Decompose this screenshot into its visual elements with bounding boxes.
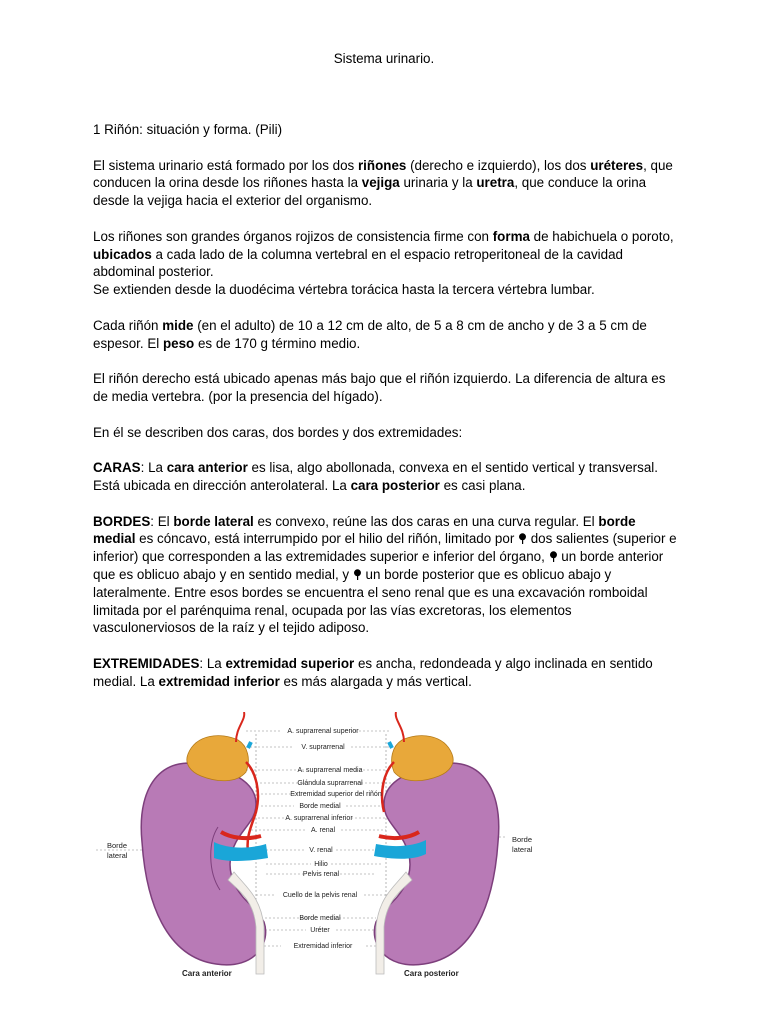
paragraph-shape: Los riñones son grandes órganos rojizos de consistencia firme con forma de habichuela o poroto, ubicados a cada lado de la columna vertebral en el espacio retroperitoneal de la cavidad abdominal posterior. Se extienden desde la duodécima vértebra torácica hasta la tercera vértebra lumbar. bbox=[93, 228, 674, 298]
label-a-suprarrenal-inferior: A. suprarrenal inferior bbox=[285, 815, 353, 822]
caption-cara-posterior: Cara posterior bbox=[404, 969, 459, 978]
left-adrenal-gland bbox=[187, 736, 249, 781]
label-glandula-suprarrenal: Glándula suprarrenal bbox=[297, 780, 363, 787]
left-kidney bbox=[141, 712, 268, 974]
right-adrenal-gland bbox=[392, 736, 454, 781]
label-a-suprarrenal-superior: A. suprarrenal superior bbox=[287, 728, 359, 735]
pin-bullet-icon bbox=[549, 551, 558, 562]
label-a-renal: A. renal bbox=[310, 827, 336, 834]
pin-bullet-icon bbox=[518, 533, 527, 544]
label-ureter: Uréter bbox=[310, 927, 330, 934]
label-extremidad-inferior: Extremidad inferior bbox=[293, 943, 353, 950]
label-cuello-pelvis-renal: Cuello de la pelvis renal bbox=[282, 892, 358, 899]
right-kidney bbox=[374, 712, 499, 974]
kidney-anatomy-figure bbox=[96, 712, 544, 982]
document-body bbox=[93, 121, 678, 708]
label-borde-medial-superior: Borde medial bbox=[299, 803, 341, 810]
label-hilio: Hilio bbox=[314, 861, 328, 868]
left-borde-lateral-label-line2: lateral bbox=[107, 851, 128, 860]
section-heading: 1 Riñón: situación y forma. (Pili) bbox=[93, 122, 283, 137]
left-borde-lateral-label-line1: Borde bbox=[107, 841, 128, 850]
paragraph-caras: CARAS: La cara anterior es lisa, algo abollonada, convexa en el sentido vertical y transversal. Está ubicada en dirección anterolateral. La cara posterior es casi plana. bbox=[93, 460, 658, 493]
label-extremidad-superior: Extremidad superior del riñón bbox=[290, 791, 382, 798]
label-pelvis-renal: Pelvis renal bbox=[302, 871, 340, 878]
paragraph-bordes: BORDES: El borde lateral es convexo, reúne las dos caras en una curva regular. El borde medial es cóncavo, está interrumpido por el hilio del riñón, limitado por dos salientes (superior e inferior) que corresponden a las extremidades superior e inferior del órgano, un borde anterior que es oblicuo abajo y en sentido medial, y un borde posterior que es oblicuo abajo y lateralmente. Entre esos bordes se encuentra el seno renal que es una excavación romboidal limitada por el parénquima renal, ocupada por las vías excretoras, los elementos vasculonerviosos de la raíz y el tejido adiposo. bbox=[93, 513, 677, 636]
label-a-suprarrenal-media: A. suprarrenal media bbox=[297, 767, 363, 774]
right-borde-lateral-label-line2: lateral bbox=[512, 845, 533, 854]
label-v-suprarrenal: V. suprarrenal bbox=[301, 744, 345, 751]
pin-bullet-icon bbox=[353, 569, 362, 580]
label-v-renal: V. renal bbox=[309, 847, 333, 854]
right-borde-lateral-label-line1: Borde bbox=[512, 835, 533, 844]
label-borde-medial-inferior: Borde medial bbox=[299, 915, 341, 922]
document-title: Sistema urinario. bbox=[333, 51, 435, 66]
caption-cara-anterior: Cara anterior bbox=[182, 969, 232, 978]
paragraph-intro: El sistema urinario está formado por los dos riñones (derecho e izquierdo), los dos uréteres, que conducen la orina desde los riñones hasta la vejiga urinaria y la uretra, que conduce la orina desde la vejiga hacia el exterior del organismo. bbox=[93, 157, 673, 209]
paragraph-position: El riñón derecho está ubicado apenas más bajo que el riñón izquierdo. La diferencia de altura es de media vertebra. (por la presencia del hígado). bbox=[93, 371, 666, 404]
paragraph-description: En él se describen dos caras, dos bordes y dos extremidades: bbox=[93, 424, 463, 440]
paragraph-size: Cada riñón mide (en el adulto) de 10 a 12 cm de alto, de 5 a 8 cm de ancho y de 3 a 5 cm de espesor. El peso es de 170 g término medio. bbox=[93, 317, 647, 351]
paragraph-extremidades: EXTREMIDADES: La extremidad superior es ancha, redondeada y algo inclinada en sentido medial. La extremidad inferior es más alargada y más vertical. bbox=[93, 655, 653, 689]
